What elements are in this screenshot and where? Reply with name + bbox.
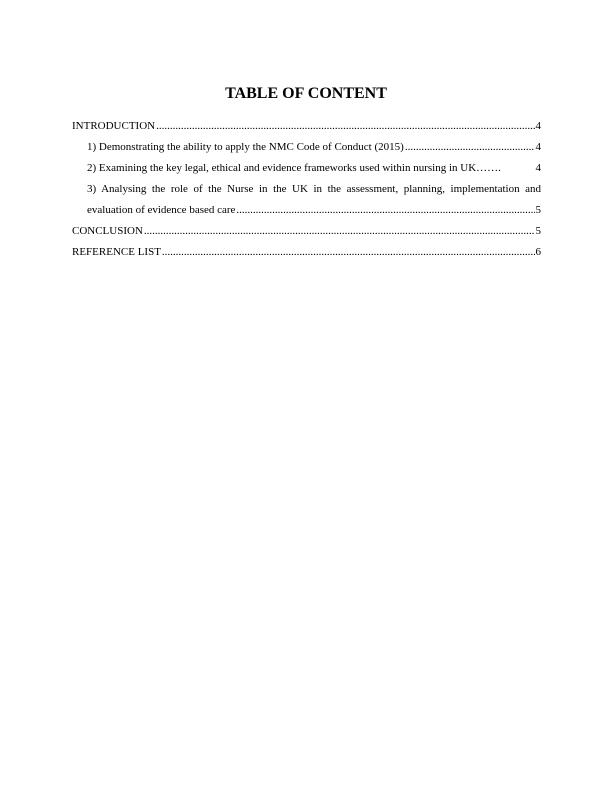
toc-title: TABLE OF CONTENT: [225, 85, 387, 102]
toc-leader-dots: [405, 137, 535, 158]
toc-leader-dots: [144, 221, 535, 242]
toc-leader-dots: [156, 116, 534, 137]
table-of-contents: [72, 116, 541, 263]
toc-entry-nurse-role-line2[interactable]: [72, 200, 541, 221]
toc-entry-introduction[interactable]: [72, 116, 541, 137]
toc-entry-label: REFERENCE LIST: [72, 246, 161, 258]
toc-entry-label: 3) Analysing the role of the Nurse in the UK in the assessment, planning, implementation and: [87, 183, 541, 195]
toc-leader-dots: [162, 242, 535, 263]
toc-entry-label: 2) Examining the key legal, ethical and evidence frameworks used within nursing in UK…….: [87, 162, 501, 174]
toc-leader-dots: [236, 200, 534, 221]
toc-entry-label: evaluation of evidence based care: [87, 204, 236, 216]
toc-entry-label: INTRODUCTION: [72, 120, 156, 132]
toc-entry-conclusion[interactable]: [72, 221, 541, 242]
toc-entry-label: CONCLUSION: [72, 225, 143, 237]
toc-entry-frameworks[interactable]: [72, 158, 541, 179]
toc-page-number: 5: [535, 225, 541, 237]
toc-page-number: 4: [535, 120, 541, 132]
toc-page-number: 6: [535, 246, 541, 258]
toc-entry-nmc-code[interactable]: [72, 137, 541, 158]
toc-entry-label: 1) Demonstrating the ability to apply the NMC Code of Conduct (2015): [87, 141, 404, 153]
toc-page-number: 4: [535, 162, 541, 174]
toc-page-number: 4: [535, 141, 541, 153]
toc-page-number: 5: [535, 204, 541, 216]
toc-entry-nurse-role-line1[interactable]: [72, 179, 541, 200]
toc-entry-reference-list[interactable]: [72, 242, 541, 263]
